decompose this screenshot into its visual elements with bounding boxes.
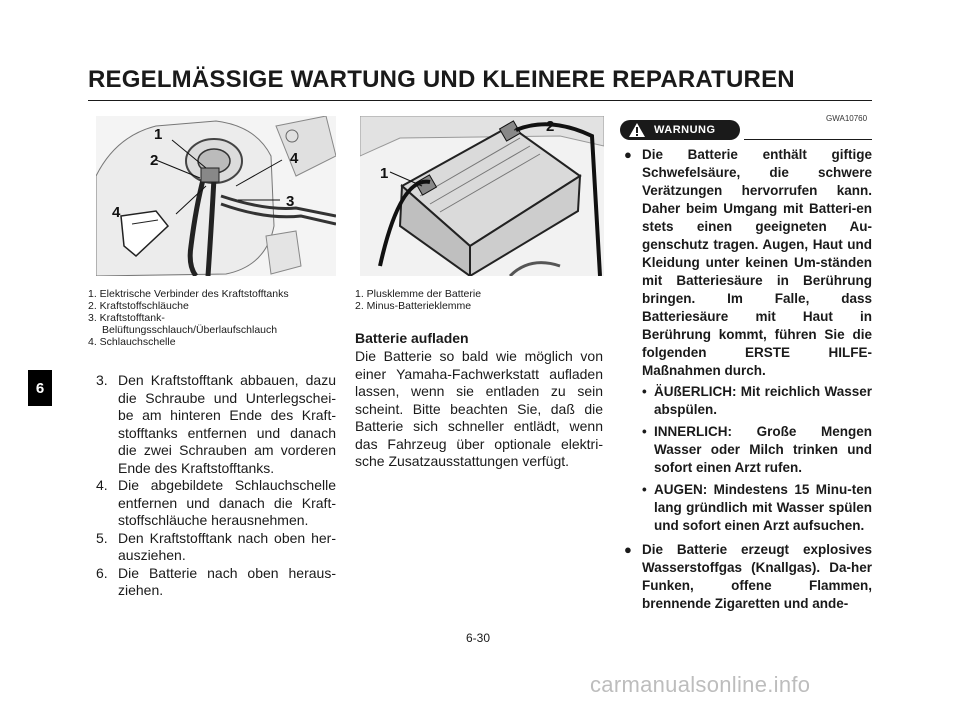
fuel-tank-figure [96, 116, 336, 276]
section-tab: 6 [28, 370, 52, 406]
caption-line: 2. Minus-Batterieklemme [355, 300, 472, 312]
list-item [96, 565, 336, 600]
fig1-callout-1: 1 [154, 126, 163, 143]
list-item [624, 423, 872, 477]
fig1-callout-2: 2 [150, 152, 159, 169]
step-text: Den Kraftstofftank nach oben her-ausziehen. [118, 529, 336, 563]
list-item [624, 383, 872, 419]
step-text: Den Kraftstofftank abbauen, dazu die Schraube und Unterlegschei-be am hinteren Ende des Kraft-stofftanks entfernen und danach die zwei Schrauben am vorderen Ende des Kraftstofftanks. [118, 372, 336, 476]
fig2-caption [355, 288, 481, 312]
step-text: Die Batterie nach oben heraus-ziehen. [118, 564, 336, 598]
fig1-caption [88, 288, 289, 348]
warning-rule [744, 139, 872, 140]
list-item [96, 372, 336, 477]
caption-line: 2. Kraftstoffschläuche [88, 300, 189, 312]
page-number: 6-30 [466, 631, 491, 645]
sub-bullet-icon: • [642, 384, 647, 399]
list-item [624, 541, 872, 613]
page-title: REGELMÄSSIGE WARTUNG UND KLEINERE REPARATUREN [88, 66, 795, 93]
warning-badge [620, 120, 740, 140]
step-number: 4. [96, 477, 108, 493]
caption-line: 4. Schlauchschelle [88, 336, 176, 348]
caption-line: Belüftungsschlauch/Überlaufschlauch [102, 324, 278, 336]
list-item [96, 530, 336, 565]
fig2-callout-2: 2 [546, 118, 555, 135]
fig1-callout-4-right: 4 [290, 150, 299, 167]
step-number: 3. [96, 372, 108, 388]
fuel-tank-illustration [96, 116, 336, 276]
bullet-icon: ● [624, 147, 632, 162]
body-paragraph: Die Batterie so bald wie möglich von einer Yamaha-Fachwerkstatt aufladen lassen, wenn sie entladen zu sein scheint. Bitte beachten Sie, daß die Batterie sich schneller entlädt, wenn das Fahrzeug über optionale elektri-sche Zusatzausstattungen verfügt. [355, 348, 603, 469]
list-item [624, 146, 872, 380]
fig2-callout-1: 1 [380, 165, 389, 182]
list-item [624, 481, 872, 535]
warning-triangle-icon [628, 122, 646, 138]
warning-sub-text: AUGEN: Mindestens 15 Minu-ten lang gründlich mit Wasser spülen und sofort einen Arzt aufsuchen. [654, 482, 872, 533]
warning-code: GWA10760 [826, 114, 868, 123]
caption-line: 1. Plusklemme der Batterie [355, 288, 482, 300]
warning-label: WARNUNG [654, 124, 716, 136]
caption-line: 3. Kraftstofftank- [88, 312, 165, 324]
warning-bullet-text: Die Batterie erzeugt explosives Wasserstoffgas (Knallgas). Da-her Funken, offene Flammen, brennende Zigaretten und ande- [642, 542, 872, 611]
title-rule [88, 100, 872, 101]
warning-sub-text: INNERLICH: Große Mengen Wasser oder Milch trinken und sofort einen Arzt rufen. [654, 424, 872, 475]
list-item [96, 477, 336, 530]
caption-line: 1. Elektrische Verbinder des Kraftstofftanks [88, 288, 289, 300]
battery-illustration [360, 116, 604, 276]
warning-sub-text: ÄUßERLICH: Mit reichlich Wasser abspülen. [654, 384, 872, 417]
warning-bullet-text: Die Batterie enthält giftige Schwefelsäure, die schwere Verätzungen hervorrufen kann. Daher beim Umgang mit Batteri-en stets einen geeigneten Au-genschutz tragen. Augen, Haut und Kleidung unter keinen Um-ständen mit Batteriesäure in Berührung bringen. Im Falle, dass Batteriesäure mit Haut in Berührung kommt, führen Sie die folgenden ERSTE HILFE-Maßnahmen durch. [642, 147, 872, 378]
section-heading: Batterie aufladen [355, 330, 469, 346]
step-number: 5. [96, 529, 108, 546]
step-list [96, 372, 336, 600]
sub-bullet-icon: • [642, 482, 647, 497]
step-text: Die abgebildete Schlauchschelle entfernen und danach die Kraft-stoffschläuche herausnehmen. [118, 477, 336, 528]
sub-bullet-icon: • [642, 424, 647, 439]
warning-text [624, 146, 872, 613]
watermark: carmanualsonline.info [590, 672, 811, 697]
battery-figure [360, 116, 604, 276]
bullet-icon: ● [624, 542, 632, 557]
fig1-callout-3: 3 [286, 193, 295, 210]
step-number: 6. [96, 564, 108, 581]
fig1-callout-4-left: 4 [112, 204, 121, 221]
